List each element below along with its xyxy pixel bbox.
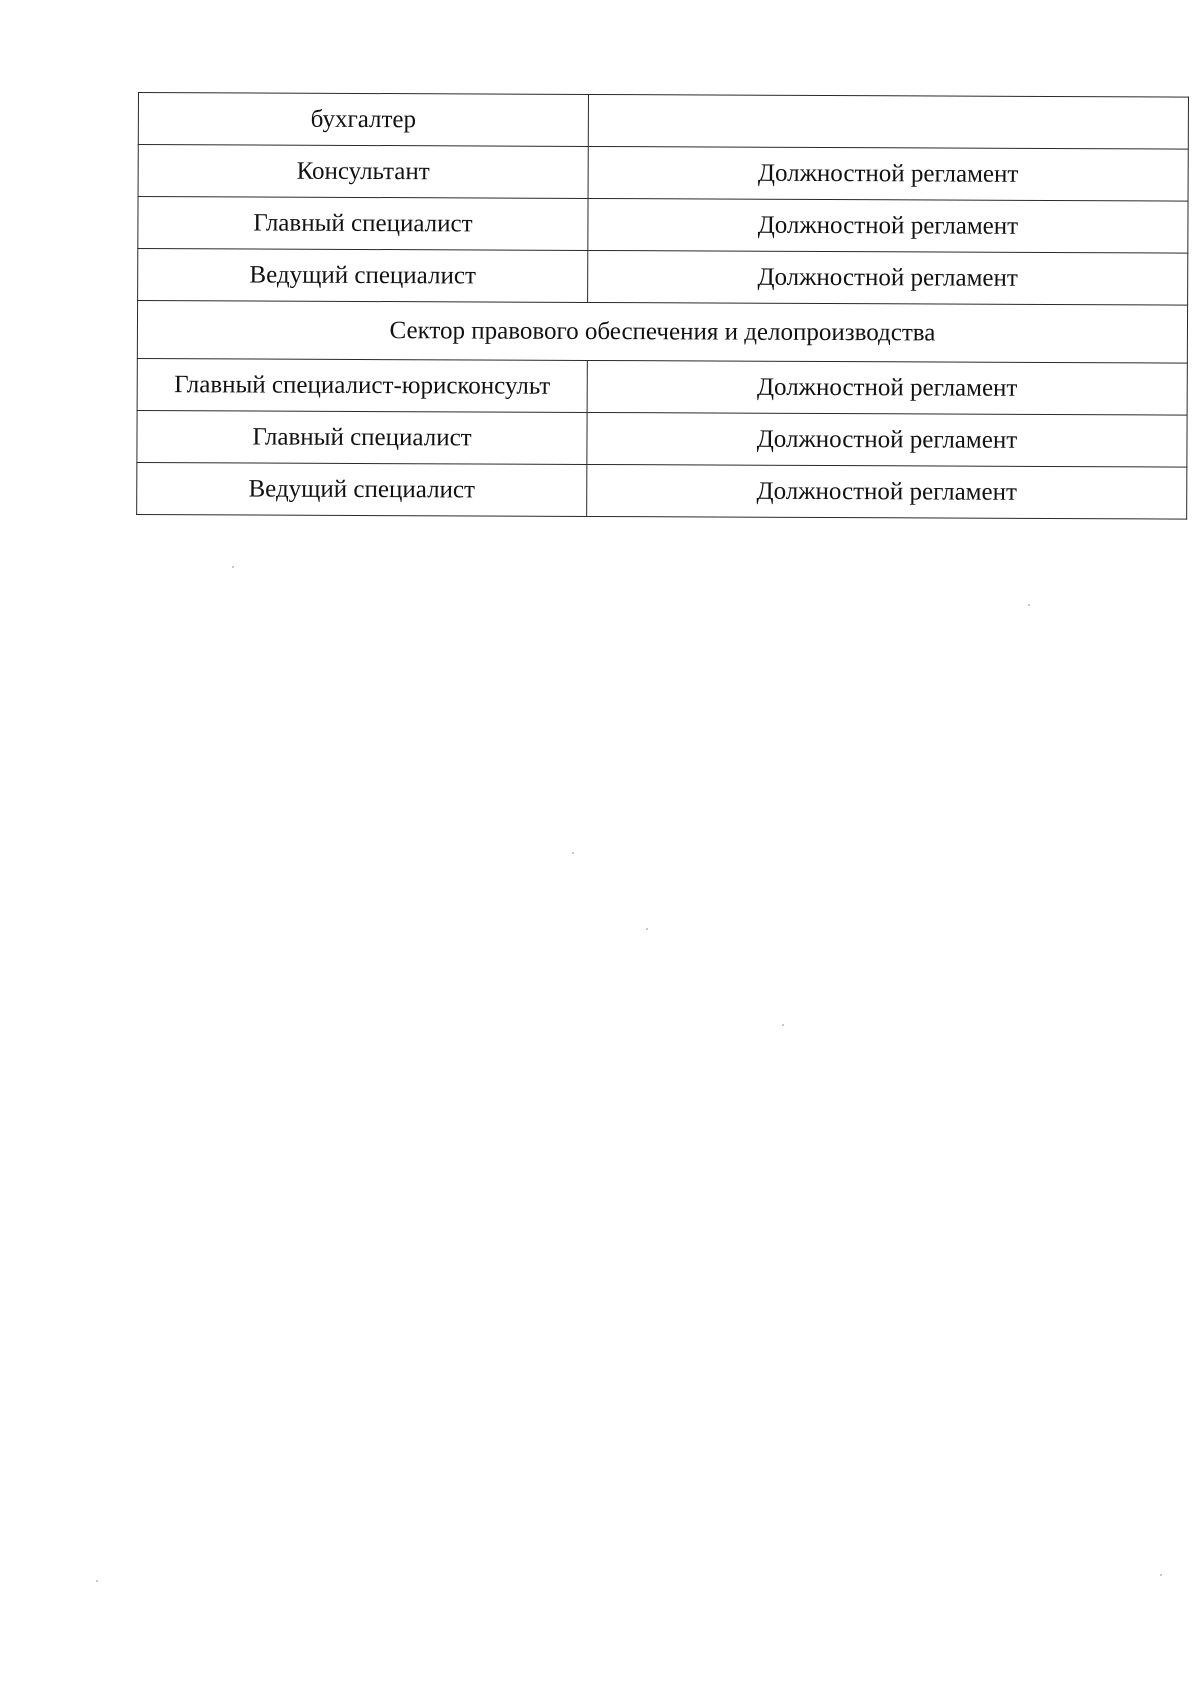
position-cell: Ведущий специалист	[137, 462, 587, 516]
table-row	[138, 249, 1188, 306]
scan-speck	[646, 928, 648, 930]
position-cell: Главный специалист	[138, 197, 588, 251]
section-row	[137, 301, 1187, 364]
position-cell: Ведущий специалист	[138, 249, 588, 303]
document-cell: Должностной регламент	[588, 250, 1188, 305]
document-cell: Должностной регламент	[587, 464, 1187, 519]
scan-speck	[782, 1024, 784, 1026]
scan-speck	[1028, 604, 1030, 606]
scan-speck	[232, 566, 234, 568]
scan-speck	[96, 1580, 98, 1582]
position-cell: Консультант	[138, 145, 588, 199]
position-cell: бухгалтер	[138, 93, 588, 147]
table-row	[138, 145, 1188, 202]
section-title-cell: Сектор правового обеспечения и делопроизводства	[137, 301, 1187, 364]
document-cell: Должностной регламент	[588, 146, 1188, 201]
position-cell: Главный специалист-юрисконсульт	[137, 358, 587, 412]
document-cell: Должностной регламент	[588, 198, 1188, 253]
position-cell: Главный специалист	[137, 410, 587, 464]
scan-speck	[572, 852, 574, 854]
table-row	[137, 410, 1187, 467]
table-row	[137, 358, 1187, 415]
table-row	[137, 462, 1187, 519]
table-row	[138, 197, 1188, 254]
document-cell: Должностной регламент	[587, 360, 1187, 415]
positions-table	[136, 92, 1189, 520]
document-cell: Должностной регламент	[587, 412, 1187, 467]
table-row	[138, 93, 1188, 150]
document-cell	[588, 94, 1188, 149]
scan-speck	[1160, 1574, 1162, 1576]
